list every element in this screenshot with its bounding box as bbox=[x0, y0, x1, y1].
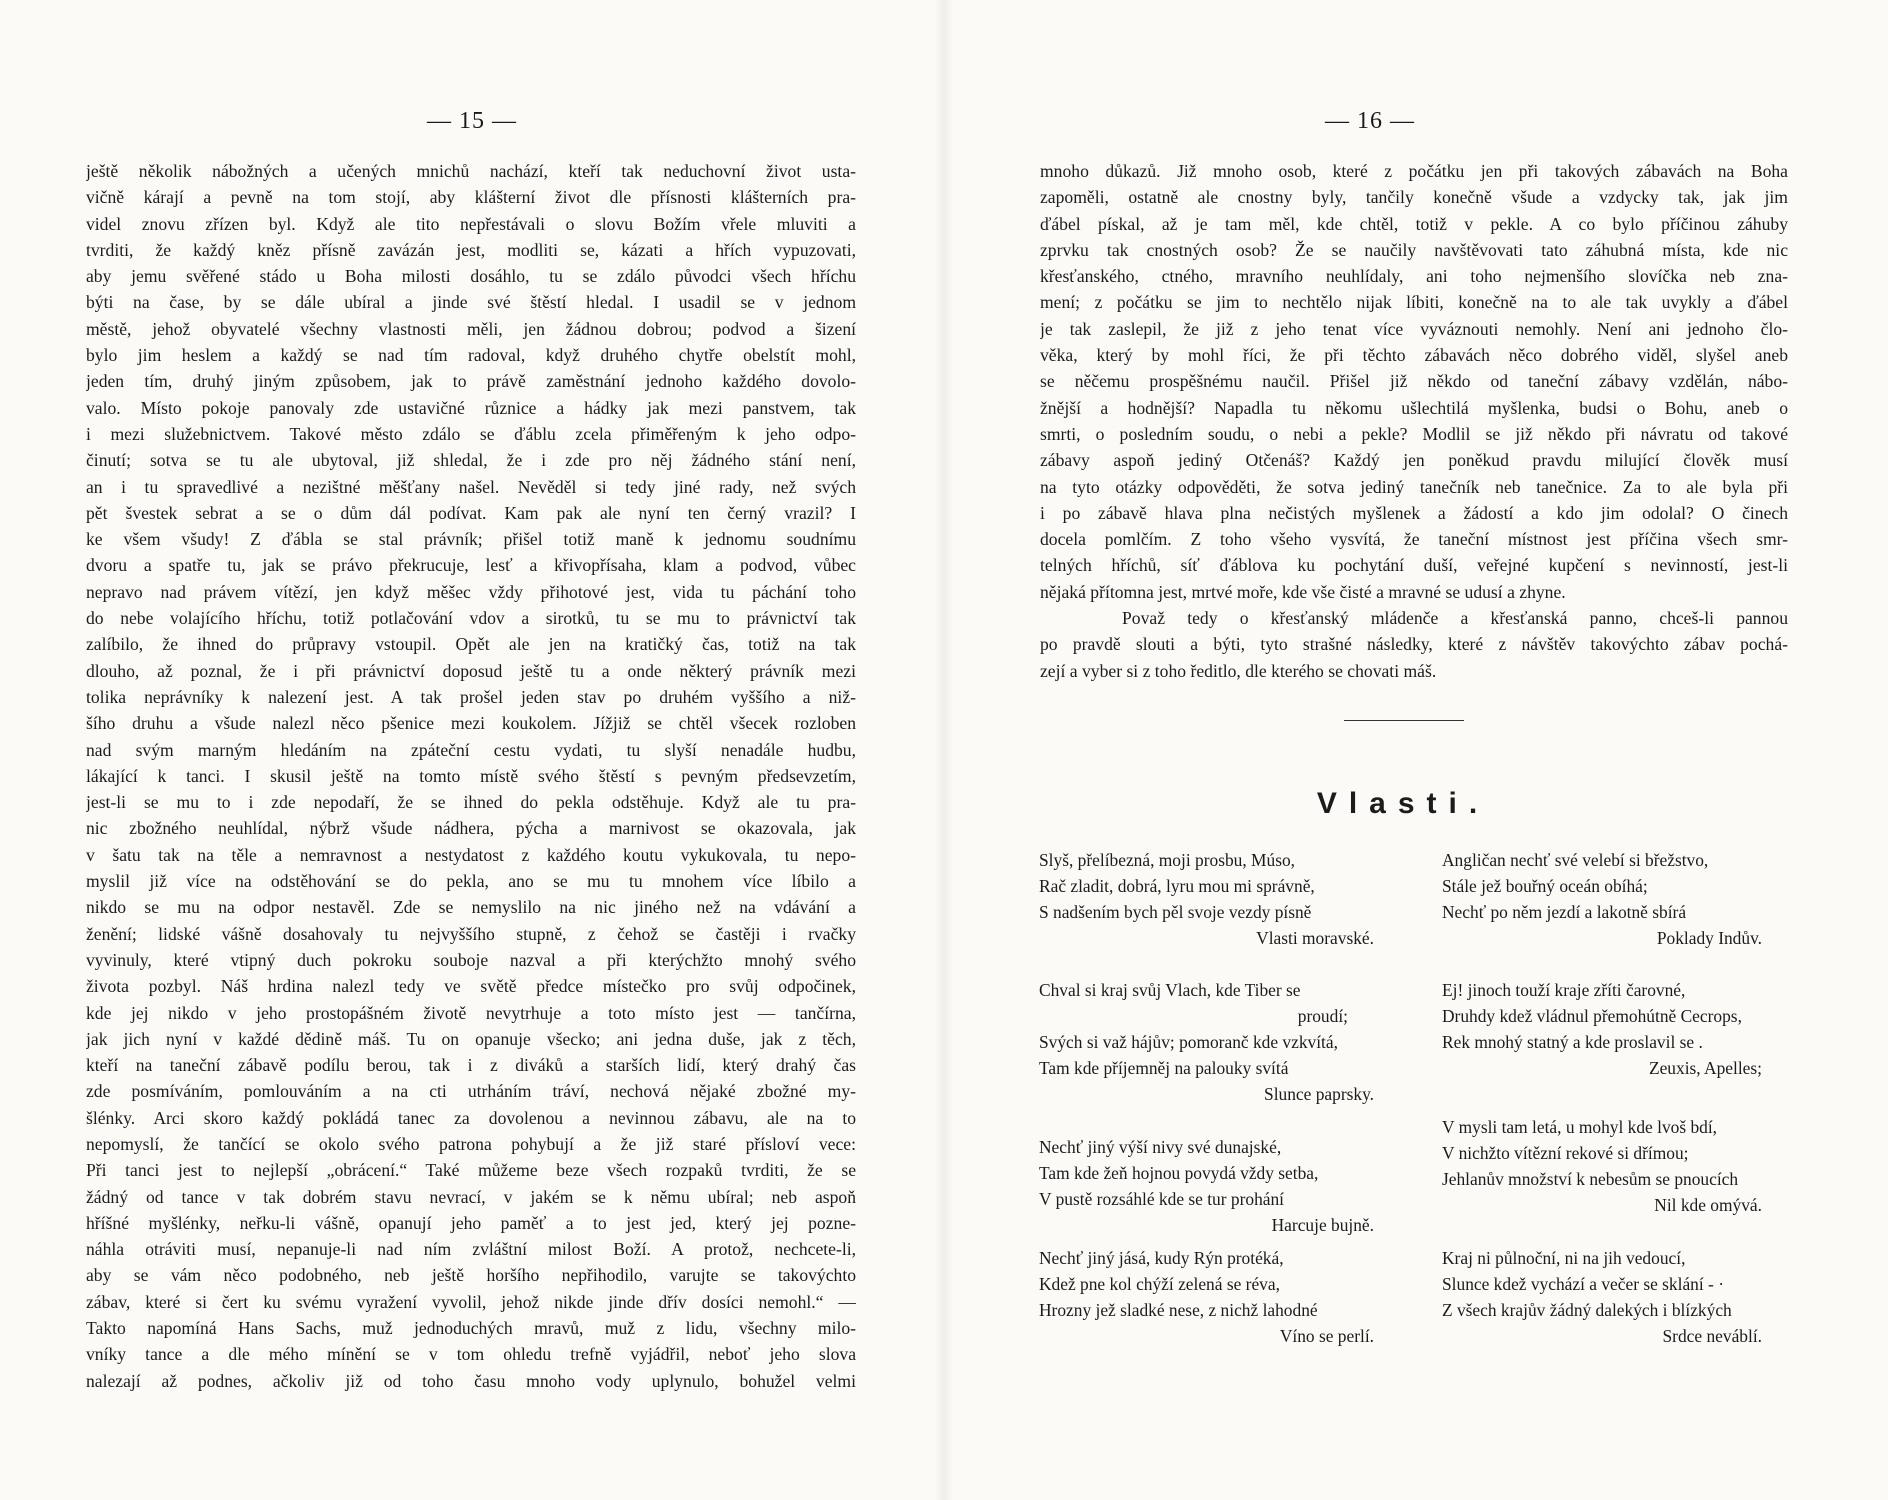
left-text-line: jest-li se mu to i zde nepodaří, že se ihned do pekla odstěhuje. Když ale tu pra- bbox=[86, 792, 856, 813]
poem-stanza bbox=[1039, 977, 1414, 1107]
poem-verse-line: Angličan nechť své velebí si břežstvo, bbox=[1442, 850, 1709, 870]
left-text-line: pět švestek sebrat a se o dům dál podívat. Kam pak ale nyní ten černý vrazil? I bbox=[86, 502, 856, 523]
page-number-left: — 15 — bbox=[427, 108, 517, 134]
poem-verse-line: Slunce kdež vychází a večer se sklání - · bbox=[1442, 1274, 1724, 1294]
left-text-line: náhla otráviti musí, nepanuje-li nad ním zvláštní milost Boží. A protož, nechcete-li, bbox=[86, 1239, 856, 1260]
poem-verse-line: Poklady Indův. bbox=[1656, 928, 1762, 948]
right-text-line: mení; z počátku se jim to nechtělo nijak líbiti, konečně na to ale tak uvykly a ďábel bbox=[1040, 292, 1788, 313]
left-text-line: vníky tance a dle mého mínění se v tom ohledu trefně vyjádřil, neboť jeho slova bbox=[86, 1344, 856, 1365]
poem-verse-line: Jehlanův množství k nebesům se pnoucích bbox=[1442, 1169, 1739, 1189]
poem-verse-line: Svých si važ hájův; pomoranč kde vzkvítá, bbox=[1039, 1032, 1338, 1052]
left-text-line: aby se vám něco podobného, neb ještě horšího nepřihodilo, varujte se takovýchto bbox=[86, 1265, 856, 1286]
poem-verse-line: Nechť po něm jezdí a lakotně sbírá bbox=[1442, 902, 1687, 922]
left-text-line: městě, jehož obyvatelé všechny vlastnosti měli, jen žádnou dobrou; podvod a šizení bbox=[86, 318, 856, 339]
poem-verse-line: Srdce neváblí. bbox=[1662, 1326, 1762, 1346]
left-text-line: nepravo nad právem vítězí, jen když měšec vždy přihotové jest, vida tu páchání toho bbox=[86, 581, 856, 602]
poem-verse-line: Rek mnohý statný a kde proslavil se . bbox=[1442, 1032, 1703, 1052]
left-text-line: valo. Místo pokoje panovaly zde ustavičné různice a hádky jak mezi panstvem, tak bbox=[86, 397, 856, 418]
right-text-line: i po zábavě hlava plna nečistých myšlenek a žádostí a kdo jim odolal? O činech bbox=[1040, 502, 1788, 523]
left-text-line: ke všem všudy! Z ďábla se stal právník; přišel totiž maně k jednomu soudnímu bbox=[86, 529, 856, 550]
left-text-line: Takto napomíná Hans Sachs, muž jednoduchých mravů, muž z lidu, všechny milo- bbox=[86, 1318, 856, 1339]
poem-title: Vlasti. bbox=[1316, 787, 1490, 820]
poem-stanza bbox=[1039, 1245, 1414, 1349]
right-text-line: ďábel pískal, až je tam měl, kde chtěl, totiž v pekle. A co bylo příčinou záhuby bbox=[1040, 213, 1788, 234]
right-text-line: zapoměli, ostatně ale cnostny byly, tančily konečně všude a vzdycky tak, jak jim bbox=[1040, 187, 1788, 208]
poem-stanza bbox=[1039, 847, 1414, 951]
left-text-line: šlénky. Arci skoro každý pokládá tanec za dovolenou a nevinnou zábavu, ale na to bbox=[86, 1107, 856, 1128]
left-text-line: dlouho, až poznal, že i při právnictví doposud ještě tu a onde některý právník mezi bbox=[86, 660, 856, 681]
left-text-line: kteří na taneční zábavě podílu berou, tak i z diváků a starších lidí, který drahý čas bbox=[86, 1055, 856, 1076]
right-text-line: se něčemu prospěšnému naučil. Přišel již někdo od taneční zábavy vzdělán, nábo- bbox=[1040, 371, 1788, 392]
left-text-line: Při tanci jest to nejlepší „obrácení.“ Také můžeme beze všech rozpaků tvrditi, že se bbox=[86, 1160, 856, 1181]
right-text-line: na tyto otázky odpověděti, že sotva jediný tanečník neb tanečnice. Za to ale byla při bbox=[1040, 476, 1788, 497]
poem-verse-line: Kdež pne kol chýží zelená se réva, bbox=[1039, 1274, 1280, 1294]
poem-stanza bbox=[1442, 1245, 1802, 1349]
right-text-line: telných hříchů, síť ďáblova ku pochytání duší, veřejné kupčení s nevinností, jest-li bbox=[1040, 555, 1788, 576]
left-text-line: jeden tím, druhý jiným způsobem, jak to právě zaměstnání jednoho každého dovolo- bbox=[86, 371, 856, 392]
right-text-line: Považ tedy o křesťanský mládenče a křesťanská panno, chceš-li pannou bbox=[1122, 608, 1788, 629]
poem-verse-line: V pustě rozsáhlé kde se tur prohání bbox=[1039, 1189, 1285, 1209]
poem-verse-line: Chval si kraj svůj Vlach, kde Tiber se bbox=[1039, 980, 1301, 1000]
poem-verse-line: Z všech krajův žádný dalekých i blízkých bbox=[1442, 1300, 1732, 1320]
right-text-line: zábavy aspoň jediný Otčenáš? Každý jen poněkud pravdu milující člověk musí bbox=[1040, 450, 1788, 471]
left-text-line: do nebe volajícího hříchu, totiž potlačování vdov a sirotků, tu se mu to právnictví tak bbox=[86, 608, 856, 629]
poem-verse-line: Stále jež bouřný oceán obíhá; bbox=[1442, 876, 1648, 896]
poem-stanza bbox=[1442, 977, 1802, 1081]
left-text-line: vičně kárají a pevně na tom stojí, aby klášterní život dle přísnosti klášterních pra- bbox=[86, 187, 856, 208]
left-text-line: lákající k tanci. I skusil ještě na tomto místě svého štěstí s pevným předsevzetím, bbox=[86, 765, 856, 786]
left-text-line: šího druhu a všude nalezl něco pšenice mezi koukolem. Jížjiž se chtěl všecek rozloben bbox=[86, 713, 856, 734]
right-text-line: zejí a vyber si z toho ředitlo, dle kterého se chovati máš. bbox=[1040, 660, 1437, 681]
left-text-line: myslil již více na odstěhování se do pekla, ano se mu tu mnohem více líbilo a bbox=[86, 871, 856, 892]
poem-verse-line: Vlasti moravské. bbox=[1256, 928, 1374, 948]
left-text-line: činutí; sotva se tu ale ubytoval, již shledal, že i zde pro něj žádného stání není, bbox=[86, 450, 856, 471]
poem-verse-line: Zeuxis, Apelles; bbox=[1648, 1058, 1762, 1078]
left-text-line: ještě několik nábožných a učených mnichů nachází, kteří tak neduchovní život usta- bbox=[86, 161, 856, 181]
poem-verse-line: Víno se perlí. bbox=[1279, 1326, 1374, 1346]
poem-verse-line: Hrozny jež sladké nese, z nichž lahodné bbox=[1039, 1300, 1318, 1320]
left-text-line: bylo jim heslem a každý se nad tím radoval, když druhého chytře obelstít mohl, bbox=[86, 345, 856, 366]
right-text-line: je tak zaslepil, že již z jeho tenat více vyváznouti nemohly. Není ani jednoho člo- bbox=[1040, 318, 1788, 339]
poem-verse-line: Slunce paprsky. bbox=[1264, 1084, 1374, 1104]
left-text-line: an i tu spravedlivé a nezištné měšťany našel. Nevěděl si tedy jiné rady, než svých bbox=[86, 476, 856, 497]
left-text-line: zábav, které si čert ku svému vyražení vyvolil, jehož nikde jinde dřív dosíci nemohl.“ — bbox=[86, 1291, 856, 1312]
left-text-line: nalezají až podnes, ačkoliv již od toho času mnoho vody uplynulo, bohužel velmi bbox=[86, 1370, 856, 1391]
poem-verse-line: Kraj ni půlnoční, ni na jih vedoucí, bbox=[1442, 1248, 1686, 1268]
left-text-line: nikdo se mu na odpor nestavěl. Zde se nemyslilo na nic jiného než na vdávání a bbox=[86, 897, 856, 918]
section-divider bbox=[1344, 720, 1464, 721]
poem-verse-line: Rač zladit, dobrá, lyru mou mi správně, bbox=[1039, 876, 1315, 896]
left-text-line: kde jej nikdo v jeho prostopášném životě nevytrhuje a toto místo jest — tančírna, bbox=[86, 1002, 856, 1023]
right-text-line: po pravdě slouti a býti, tyto strašné následky, které z návštěv takovýchto zábav pochá- bbox=[1040, 634, 1788, 655]
poem-stanza bbox=[1039, 1134, 1414, 1238]
left-text-line: videl znovu zřízen byl. Když ale tito nepřestávali o slovu Božím vřele mluviti a bbox=[86, 213, 856, 234]
left-text-line: zde posmíváním, pomlouváním a na cti utrháním tráví, nechová nějaké zbožné my- bbox=[86, 1081, 856, 1102]
poem-verse-line: Nechť jiný jásá, kudy Rýn protéká, bbox=[1039, 1248, 1284, 1268]
poem-verse-line: S nadšením bych pěl svoje vezdy písně bbox=[1039, 902, 1312, 922]
right-text-line: smrti, o posledním soudu, o nebi a pekle? Modlil se již někdo při návratu od takové bbox=[1040, 423, 1788, 444]
right-text-line: křesťanského, ctného, mravního neuhlídaly, ani toho nejmenšího slovíčka neb zna- bbox=[1040, 266, 1788, 287]
left-text-line: nepomyslí, že tančící se okolo svého patrona pohybují a že již staré přísloví vece: bbox=[86, 1133, 856, 1154]
poem-verse-line: proudí; bbox=[1297, 1006, 1348, 1026]
left-text-line: ženění; lidské vášně dosahovaly tu nejvyššího stupně, z čehož se častěji i rvačky bbox=[86, 923, 856, 944]
right-page bbox=[944, 0, 1888, 1500]
left-text-line: jak jich nyní v každé dědině máš. Tu on opanuje všecko; ani jedna duše, jak z těch, bbox=[86, 1028, 856, 1049]
poem-stanza bbox=[1442, 1114, 1802, 1218]
right-page-text bbox=[1040, 158, 1788, 684]
left-text-line: žádný od tance v tak dobrém stavu nevrací, v jakém se k němu ubíral; neb aspoň bbox=[86, 1186, 856, 1207]
left-text-line: aby jemu svěřené stádo u Boha milosti dosáhlo, tu se zdálo původci všech hříchu bbox=[86, 266, 856, 287]
left-text-line: i mezi služebnictvem. Takové město zdálo se ďáblu zcela přiměřeným k jeho odpo- bbox=[86, 423, 856, 444]
poem-verse-line: Tam kde příjemněj na palouky svítá bbox=[1039, 1058, 1289, 1078]
left-text-line: nad svým marným hledáním na zpáteční cestu vydati, tu slyší nenadále hudbu, bbox=[86, 739, 856, 760]
poem-stanza bbox=[1442, 847, 1802, 951]
poem-verse-line: Ej! jinoch touží kraje zříti čarovné, bbox=[1442, 980, 1686, 1000]
page-number-right: — 16 — bbox=[1325, 108, 1415, 134]
poem-verse-line: Slyš, přelíbezná, moji prosbu, Múso, bbox=[1039, 850, 1296, 870]
left-text-line: hříšné myšlénky, neřku-li vášně, opanují jeho paměť a to jest jed, který jej pozne- bbox=[86, 1212, 856, 1233]
poem-verse-line: Tam kde žeň hojnou povydá vždy setba, bbox=[1039, 1163, 1319, 1183]
right-text-line: žnější a hodnější? Napadla tu někomu ušlechtilá myšlenka, budsi o Bohu, aneb o bbox=[1040, 397, 1788, 418]
left-text-line: tolika neprávníky k nalezení jest. A tak prošel jeden stav po druhém vyššího a niž- bbox=[86, 686, 856, 707]
left-page-text bbox=[86, 158, 856, 1394]
left-text-line: vyvinuly, které vtipný duch pokroku souboje nazval a při kterýchžto mnohý svého bbox=[86, 949, 856, 970]
right-text-line: nějaká přítomna jest, mrtvé moře, kde vše čisté a mravné se udusí a zhyne. bbox=[1040, 581, 1566, 602]
left-text-line: nic zbožného neuhlídal, nýbrž všude nádhera, pýcha a marnivost se okazovala, jak bbox=[86, 818, 856, 839]
left-text-line: dvoru a spatře tu, jak se právo překrucuje, lesť a křivopřísaha, klam a podvod, vůbec bbox=[86, 555, 856, 576]
left-text-line: zalíbilo, že ihned do průpravy vstoupil. Opět ale jen na kratičký čas, totiž na tak bbox=[86, 634, 856, 655]
right-text-line: mnoho důkazů. Již mnoho osob, které z počátku jen při takových zábavách na Boha bbox=[1040, 161, 1788, 181]
poem-verse-line: Druhdy kdež vládnul přemohútně Cecrops, bbox=[1442, 1006, 1742, 1026]
right-text-line: věka, který by mohl říci, že při těchto zábavách něco dobrého viděl, slyšel aneb bbox=[1040, 345, 1788, 366]
right-text-line: zprvku tak cnostných osob? Že se naučily navštěvovati tato záhubná místa, kde nic bbox=[1040, 239, 1788, 260]
poem-verse-line: V nichžto vítězní rekové si dřímou; bbox=[1442, 1143, 1689, 1163]
poem-verse-line: V mysli tam letá, u mohyl kde lvoš bdí, bbox=[1442, 1117, 1718, 1137]
left-text-line: v šatu tak na těle a nemravnost a nestydatost z každého koutu vykukovala, tu nepo- bbox=[86, 844, 856, 865]
poem-verse-line: Nechť jiný výší nivy své dunajské, bbox=[1039, 1137, 1282, 1157]
left-text-line: tvrditi, že každý kněz přísně zavázán jest, modliti se, kázati a hřích vypuzovati, bbox=[86, 239, 856, 260]
left-text-line: života pozbyl. Náš hrdina nalezl tedy ve světě předce místečko pro svůj odpočinek, bbox=[86, 976, 856, 997]
right-text-line: docela pomlčím. Z toho všeho vysvítá, že taneční místnost jest příčina všech smr- bbox=[1040, 529, 1788, 550]
poem-verse-line: Harcuje bujně. bbox=[1271, 1215, 1374, 1235]
poem-verse-line: Nil kde omývá. bbox=[1654, 1195, 1762, 1215]
left-text-line: býti na čase, by se dále ubíral a jinde své štěstí hledal. I usadil se v jednom bbox=[86, 292, 856, 313]
